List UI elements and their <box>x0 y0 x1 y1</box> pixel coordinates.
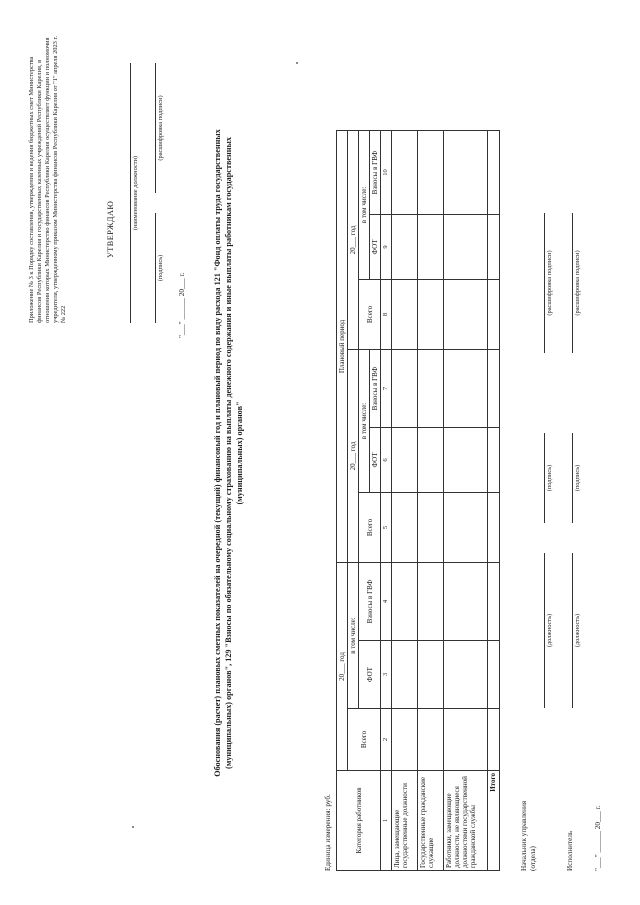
cell-empty[interactable] <box>443 492 487 562</box>
head-decoding-caption: (расшифровка подписи) <box>546 249 553 316</box>
cell-empty[interactable] <box>443 708 487 770</box>
approval-date: "___" ______ 20___ г. <box>178 271 186 338</box>
approval-position-caption: (наименование должности) <box>132 155 139 230</box>
head-position-caption: (должность) <box>546 613 553 647</box>
cell-empty[interactable] <box>443 130 487 214</box>
table-row <box>417 130 443 870</box>
executor-signature-line <box>572 433 573 523</box>
header-including-1: в том числе: <box>348 562 359 708</box>
cell-empty[interactable] <box>391 130 417 214</box>
table-total-row <box>487 130 499 870</box>
table-row <box>443 130 487 870</box>
approval-signature-caption: (подпись) <box>157 254 164 281</box>
approval-signature-line <box>155 213 156 323</box>
cell-empty[interactable] <box>417 130 443 214</box>
cell-empty[interactable] <box>487 640 499 708</box>
executor-label: Исполнитель <box>566 830 574 871</box>
header-current-year: 20___ год <box>337 562 348 770</box>
col-number: 4 <box>381 562 392 640</box>
header-gvf-1: Взносы в ГВФ <box>359 562 381 640</box>
col-number: 8 <box>381 279 392 349</box>
cell-empty[interactable] <box>487 427 499 492</box>
cell-empty[interactable] <box>391 562 417 640</box>
cell-empty[interactable] <box>443 427 487 492</box>
cell-empty[interactable] <box>487 492 499 562</box>
head-signature-line <box>544 433 545 523</box>
approval-position-line <box>130 63 131 323</box>
header-fot-3: ФОТ <box>370 214 381 279</box>
cell-empty[interactable] <box>391 640 417 708</box>
executor-position-caption: (должность) <box>574 613 581 647</box>
table-row <box>391 130 417 870</box>
cell-empty[interactable] <box>391 492 417 562</box>
cell-empty[interactable] <box>487 349 499 427</box>
cell-empty[interactable] <box>417 708 443 770</box>
calculation-table <box>336 129 500 870</box>
cell-empty[interactable] <box>391 279 417 349</box>
approval-title: УТВЕРЖДАЮ <box>106 200 115 258</box>
cell-empty[interactable] <box>391 427 417 492</box>
col-number: 1 <box>381 770 392 870</box>
cell-empty[interactable] <box>417 492 443 562</box>
row-label: Работники, замещающие должности, не являющиеся должностями государственной гражданской службы <box>443 770 487 870</box>
cell-empty[interactable] <box>443 349 487 427</box>
col-number: 2 <box>381 708 392 770</box>
cell-empty[interactable] <box>417 640 443 708</box>
header-including-3: в том числе: <box>359 130 370 279</box>
header-total-2: Всего <box>359 492 381 562</box>
header-total-3: Всего <box>359 279 381 349</box>
header-gvf-2: Взносы в ГВФ <box>370 349 381 427</box>
cell-empty[interactable] <box>443 279 487 349</box>
cell-empty[interactable] <box>487 562 499 640</box>
header-planning-period: Плановый период <box>337 130 348 562</box>
header-total-1: Всего <box>348 708 381 770</box>
col-number: 7 <box>381 349 392 427</box>
cell-empty[interactable] <box>417 562 443 640</box>
col-number: 3 <box>381 640 392 708</box>
header-year-3: 20___ год <box>348 130 359 349</box>
cell-empty[interactable] <box>487 214 499 279</box>
col-number: 9 <box>381 214 392 279</box>
header-year-2: 20___ год <box>348 349 359 562</box>
scan-speck <box>132 826 134 828</box>
cell-empty[interactable] <box>417 279 443 349</box>
cell-empty[interactable] <box>391 708 417 770</box>
cell-empty[interactable] <box>487 130 499 214</box>
header-fot-1: ФОТ <box>359 640 381 708</box>
header-category: Категория работников <box>337 770 381 870</box>
cell-empty[interactable] <box>443 640 487 708</box>
cell-empty[interactable] <box>487 708 499 770</box>
cell-empty[interactable] <box>443 562 487 640</box>
col-number: 10 <box>381 130 392 214</box>
head-decoding-line <box>544 213 545 353</box>
total-row-label: Итого <box>487 770 499 870</box>
cell-empty[interactable] <box>417 427 443 492</box>
row-label: Лица, замещающие государственные должности <box>391 770 417 870</box>
cell-empty[interactable] <box>417 214 443 279</box>
executor-date: "___" ______ 20___ г. <box>594 804 602 871</box>
header-including-2: в том числе: <box>359 349 370 492</box>
cell-empty[interactable] <box>487 279 499 349</box>
head-signature-caption: (подпись) <box>546 464 553 491</box>
approval-decoding-line <box>155 63 156 193</box>
cell-empty[interactable] <box>391 349 417 427</box>
scan-speck <box>296 62 298 64</box>
unit-label: Единица измерения: руб. <box>324 793 332 871</box>
appendix-note: Приложение № 3 к Порядку составления, утверждения и ведения бюджетных смет Министерства финансов Республики Карелия и государственных казенных учреждений Республики Карелия, в отношении которых Министерство финансов Республики Карелия осуществляет функции и полномочия учредителя, утвержденному приказом Министерства финансов Республики Карелия от "1" апреля 2023 г. № 222 <box>28 35 67 323</box>
rotated-document <box>20 23 620 883</box>
head-label: Начальник управления (отдела) <box>520 800 537 871</box>
cell-empty[interactable] <box>417 349 443 427</box>
col-number: 5 <box>381 492 392 562</box>
head-position-line <box>544 553 545 708</box>
document-title: Обоснования (расчет) плановых сметных показателей на очередной (текущий) финансовый год и плановый период по виду расхода 121 "Фонд оплаты труда государственных (муниципальных) органов", 129 "Взносы по обязательному социальному страхованию на выплаты денежного содержания и иные выплаты работникам государственных (муниципальных) органов" <box>213 128 245 777</box>
row-label: Государственные гражданские служащие <box>417 770 443 870</box>
header-gvf-3: Взносы в ГВФ <box>370 130 381 214</box>
executor-signature-caption: (подпись) <box>574 464 581 491</box>
approval-decoding-caption: (расшифровка подписи) <box>157 94 164 161</box>
executor-decoding-line <box>572 213 573 353</box>
executor-position-line <box>572 553 573 708</box>
cell-empty[interactable] <box>443 214 487 279</box>
col-number: 6 <box>381 427 392 492</box>
executor-decoding-caption: (расшифровка подписи) <box>574 249 581 316</box>
cell-empty[interactable] <box>391 214 417 279</box>
header-fot-2: ФОТ <box>370 427 381 492</box>
